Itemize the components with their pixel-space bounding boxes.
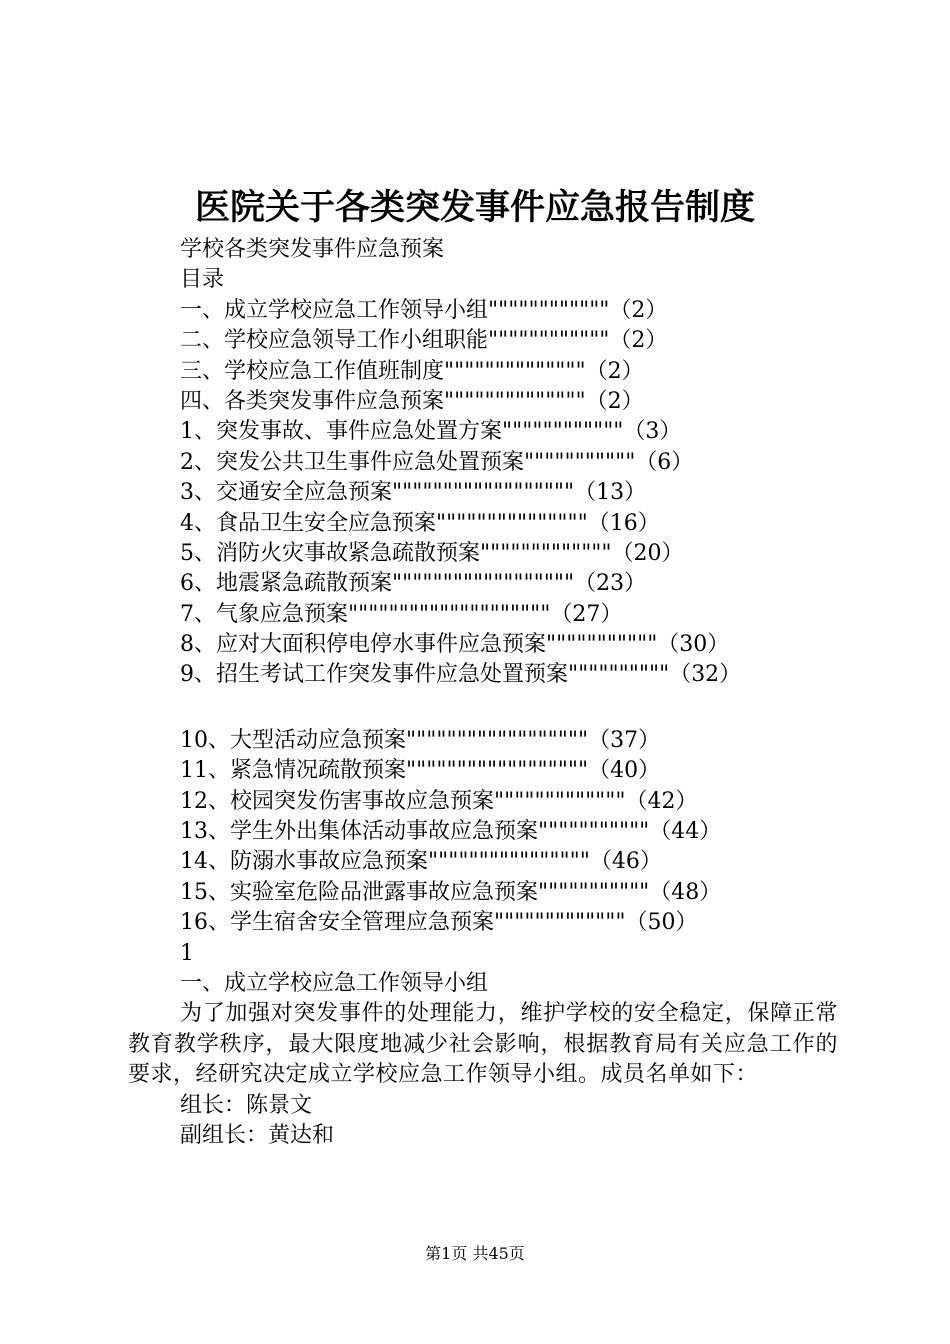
- toc-item: 三、学校应急工作值班制度""""""""""""""（2）: [180, 358, 644, 384]
- toc-item: 12、校园突发伤害事故应急预案"""""""""""""（42）: [180, 788, 698, 814]
- toc-item: 3、交通安全应急预案""""""""""""""""""（13）: [180, 480, 647, 506]
- toc-item: 13、学生外出集体活动事故应急预案"""""""""""（44）: [180, 819, 722, 845]
- toc-item: 6、地震紧急疏散预案""""""""""""""""""（23）: [180, 571, 647, 597]
- toc-item: 9、招生考试工作突发事件应急处置预案""""""""""（32）: [180, 662, 742, 688]
- toc-item: 11、紧急情况疏散预案""""""""""""""""""（40）: [180, 758, 661, 784]
- section-heading: 一、成立学校应急工作领导小组: [180, 970, 489, 996]
- toc-item: 5、消防火灾事故紧急疏散预案"""""""""""""（20）: [180, 540, 684, 566]
- leader-line: 组长：陈景文: [180, 1092, 313, 1118]
- page-footer: 第1页 共45页: [425, 1244, 525, 1263]
- toc-item: 7、气象应急预案""""""""""""""""""""（27）: [180, 601, 623, 627]
- inline-page-number: 1: [180, 940, 194, 966]
- toc-item: 4、食品卫生安全应急预案"""""""""""""""（16）: [180, 510, 660, 536]
- toc-item: 1、突发事故、事件应急处置方案""""""""""""（3）: [180, 419, 682, 445]
- toc-item: 二、学校应急领导工作小组职能""""""""""""（2）: [180, 328, 668, 354]
- toc-item: 14、防溺水事故应急预案""""""""""""""""（46）: [180, 849, 662, 875]
- document-subtitle: 学校各类突发事件应急预案: [180, 237, 445, 262]
- toc-item: 16、学生宿舍安全管理应急预案"""""""""""""（50）: [180, 910, 698, 936]
- blank-line: [128, 691, 838, 726]
- document-title: 医院关于各类突发事件应急报告制度: [194, 187, 755, 228]
- toc-item: 10、大型活动应急预案""""""""""""""""""（37）: [180, 727, 661, 753]
- document-content: [128, 235, 838, 1151]
- body-paragraph: 为了加强对突发事件的处理能力，维护学校的安全稳定，保障正常教育教学秩序，最大限度地减少社会影响，根据教育局有关应急工作的要求，经研究决定成立学校应急工作领导小组。成员名单如下：: [128, 1001, 838, 1088]
- toc-item: 四、各类突发事件应急预案""""""""""""""（2）: [180, 388, 644, 414]
- toc-item: 一、成立学校应急工作领导小组""""""""""""（2）: [180, 297, 668, 323]
- deputy-leader-line: 副组长：黄达和: [180, 1122, 335, 1148]
- toc-heading: 目录: [180, 267, 225, 293]
- toc-item: 8、应对大面积停电停水事件应急预案"""""""""""（30）: [180, 632, 730, 658]
- toc-item: 2、突发公共卫生事件应急处置预案"""""""""""（6）: [180, 449, 694, 475]
- toc-item: 15、实验室危险品泄露事故应急预案"""""""""""（48）: [180, 879, 722, 905]
